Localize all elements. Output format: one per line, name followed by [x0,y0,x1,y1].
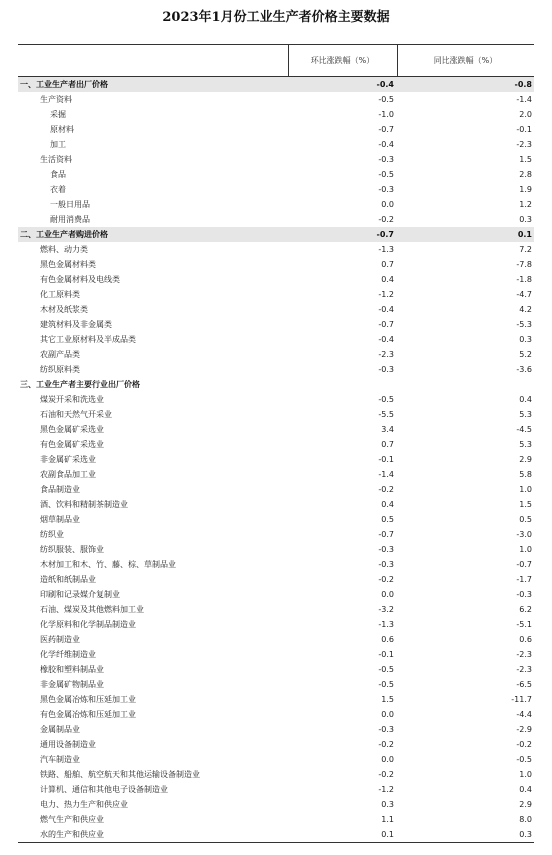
table-header [18,44,534,77]
table-row [18,617,534,632]
table-row [18,302,534,317]
yoy-value: 5.3 [519,440,532,449]
mom-value: 0.6 [381,635,394,644]
table-row [18,737,534,752]
table-row [18,362,534,377]
table-bottom-rule [18,842,534,843]
table-row [18,437,534,452]
yoy-value: 0.3 [519,830,532,839]
yoy-value: 1.5 [519,155,532,164]
table-row [18,587,534,602]
row-label: 医药制造业 [40,635,80,644]
mom-value: -0.4 [378,335,394,344]
yoy-value: -2.9 [516,725,532,734]
row-label: 有色金属矿采选业 [40,440,104,449]
yoy-value: 0.6 [519,635,532,644]
table-row [18,752,534,767]
mom-value: -0.2 [378,485,394,494]
yoy-value: 5.3 [519,410,532,419]
mom-value: -1.3 [378,620,394,629]
table-row [18,242,534,257]
column-header-mom: 环比涨跌幅（%） [310,56,375,65]
table-row [18,332,534,347]
row-label: 通用设备制造业 [40,740,96,749]
row-label: 黑色金属矿采选业 [40,425,104,434]
table-row [18,647,534,662]
mom-value: -3.2 [378,605,394,614]
table-row [18,767,534,782]
mom-value: -0.2 [378,740,394,749]
row-label: 化工原料类 [40,290,80,299]
yoy-value: -1.7 [516,575,532,584]
table-row [18,602,534,617]
yoy-value: -11.7 [511,695,532,704]
yoy-value: -0.7 [516,560,532,569]
row-label: 水的生产和供应业 [40,830,104,839]
table-row [18,782,534,797]
yoy-value: 0.5 [519,515,532,524]
mom-value: -0.1 [378,455,394,464]
row-label: 非金属矿采选业 [40,455,96,464]
mom-value: -1.4 [378,470,394,479]
row-label: 燃料、动力类 [40,245,88,254]
yoy-value: -5.1 [516,620,532,629]
table-row [18,512,534,527]
yoy-value: 1.0 [519,485,532,494]
table-row [18,572,534,587]
mom-value: -0.7 [378,125,394,134]
table-row [18,392,534,407]
mom-value: 0.4 [381,275,394,284]
yoy-value: -0.8 [514,80,532,89]
yoy-value: -3.0 [516,530,532,539]
mom-value: -0.3 [378,725,394,734]
yoy-value: 5.2 [519,350,532,359]
yoy-value: -3.6 [516,365,532,374]
row-label: 纺织服装、服饰业 [40,545,104,554]
table-row [18,272,534,287]
row-label: 电力、热力生产和供应业 [40,800,128,809]
row-label: 印刷和记录媒介复制业 [40,590,120,599]
yoy-value: -2.3 [516,650,532,659]
row-label: 化学原料和化学制品制造业 [40,620,136,629]
page-title: 2023年1月份工业生产者价格主要数据 [162,10,390,25]
yoy-value: 1.2 [519,200,532,209]
yoy-value: 0.3 [519,215,532,224]
yoy-value: 6.2 [519,605,532,614]
mom-value: -0.7 [376,230,394,239]
mom-value: 0.3 [381,800,394,809]
row-label: 建筑材料及非金属类 [40,320,112,329]
mom-value: 0.5 [381,515,394,524]
yoy-value: 2.0 [519,110,532,119]
yoy-value: 7.2 [519,245,532,254]
row-label: 三、工业生产者主要行业出厂价格 [20,380,140,389]
row-label: 化学纤维制造业 [40,650,96,659]
mom-value: -0.5 [378,395,394,404]
yoy-value: -1.8 [516,275,532,284]
mom-value: -0.3 [378,365,394,374]
table-row [18,287,534,302]
mom-value: 0.4 [381,500,394,509]
yoy-value: 2.9 [519,455,532,464]
table-row [18,497,534,512]
mom-value: -0.2 [378,575,394,584]
table-row [18,167,534,182]
mom-value: -0.3 [378,545,394,554]
mom-value: 0.0 [381,590,394,599]
row-label: 黑色金属材料类 [40,260,96,269]
mom-value: -1.0 [378,110,394,119]
table-row [18,692,534,707]
mom-value: -2.3 [378,350,394,359]
yoy-value: 1.9 [519,185,532,194]
mom-value: -0.1 [378,650,394,659]
row-label: 计算机、通信和其他电子设备制造业 [40,785,168,794]
yoy-value: -0.2 [516,740,532,749]
yoy-value: 2.8 [519,170,532,179]
row-label: 烟草制品业 [40,515,80,524]
row-label: 加工 [50,140,66,149]
yoy-value: -0.5 [516,755,532,764]
yoy-value: -0.3 [516,590,532,599]
table-row [18,482,534,497]
row-label: 汽车制造业 [40,755,80,764]
table-row [18,227,534,242]
mom-value: 0.0 [381,200,394,209]
row-label: 采掘 [50,110,66,119]
row-label: 二、工业生产者购进价格 [20,230,108,239]
mom-value: -1.2 [378,785,394,794]
mom-value: -0.4 [376,80,394,89]
table-row [18,137,534,152]
table-row [18,527,534,542]
mom-value: -0.5 [378,665,394,674]
mom-value: -0.4 [378,140,394,149]
table-row [18,422,534,437]
row-label: 造纸和纸制品业 [40,575,96,584]
row-label: 非金属矿物制品业 [40,680,104,689]
row-label: 耐用消费品 [50,215,90,224]
yoy-value: 4.2 [519,305,532,314]
row-label: 铁路、船舶、航空航天和其他运输设备制造业 [40,770,200,779]
yoy-value: -4.5 [516,425,532,434]
table-row [18,557,534,572]
mom-value: -0.2 [378,770,394,779]
table-row [18,662,534,677]
table-row [18,152,534,167]
table-row [18,632,534,647]
yoy-value: -7.8 [516,260,532,269]
table-row [18,92,534,107]
yoy-value: 2.9 [519,800,532,809]
mom-value: 1.1 [381,815,394,824]
row-label: 燃气生产和供应业 [40,815,104,824]
mom-value: -0.3 [378,560,394,569]
table-row [18,812,534,827]
row-label: 黑色金属冶炼和压延加工业 [40,695,136,704]
row-label: 生活资料 [40,155,72,164]
table-row [18,467,534,482]
table-row [18,182,534,197]
row-label: 石油和天然气开采业 [40,410,112,419]
mom-value: -0.4 [378,305,394,314]
row-label: 有色金属冶炼和压延加工业 [40,710,136,719]
row-label: 有色金属材料及电线类 [40,275,120,284]
table-row [18,257,534,272]
mom-value: -5.5 [378,410,394,419]
table-row [18,677,534,692]
yoy-value: 1.0 [519,545,532,554]
table-row [18,107,534,122]
row-label: 橡胶和塑料制品业 [40,665,104,674]
yoy-value: 0.3 [519,335,532,344]
table-row [18,707,534,722]
mom-value: 0.1 [381,830,394,839]
table-row [18,347,534,362]
mom-value: -1.2 [378,290,394,299]
table-row [18,77,534,92]
table-row [18,722,534,737]
yoy-value: -4.7 [516,290,532,299]
mom-value: 0.0 [381,710,394,719]
table-row [18,407,534,422]
yoy-value: 1.0 [519,770,532,779]
row-label: 生产资料 [40,95,72,104]
mom-value: -0.3 [378,185,394,194]
yoy-value: -0.1 [516,125,532,134]
mom-value: 0.0 [381,755,394,764]
yoy-value: -6.5 [516,680,532,689]
mom-value: -0.2 [378,215,394,224]
row-label: 木材加工和木、竹、藤、棕、草制品业 [40,560,176,569]
row-label: 一般日用品 [50,200,90,209]
mom-value: -0.5 [378,170,394,179]
row-label: 纺织业 [40,530,64,539]
yoy-value: 0.4 [519,395,532,404]
mom-value: -0.5 [378,95,394,104]
yoy-value: -1.4 [516,95,532,104]
row-label: 纺织原料类 [40,365,80,374]
row-label: 食品 [50,170,66,179]
yoy-value: 8.0 [519,815,532,824]
table-body [18,77,534,842]
row-label: 原材料 [50,125,74,134]
yoy-value: -2.3 [516,140,532,149]
table-row [18,542,534,557]
row-label: 食品制造业 [40,485,80,494]
mom-value: -0.7 [378,530,394,539]
table-row [18,797,534,812]
column-header-yoy: 同比涨跌幅（%） [433,56,498,65]
row-label: 一、工业生产者出厂价格 [20,80,108,89]
mom-value: -1.3 [378,245,394,254]
mom-value: -0.3 [378,155,394,164]
table-row [18,827,534,842]
table-row [18,212,534,227]
row-label: 农副食品加工业 [40,470,96,479]
yoy-value: -4.4 [516,710,532,719]
table-row [18,317,534,332]
row-label: 煤炭开采和洗选业 [40,395,104,404]
mom-value: 0.7 [381,440,394,449]
yoy-value: 0.4 [519,785,532,794]
row-label: 木材及纸浆类 [40,305,88,314]
table-row [18,377,534,392]
table-row [18,122,534,137]
row-label: 酒、饮料和精制茶制造业 [40,500,128,509]
mom-value: -0.5 [378,680,394,689]
mom-value: 0.7 [381,260,394,269]
row-label: 农副产品类 [40,350,80,359]
yoy-value: 0.1 [517,230,532,239]
row-label: 其它工业原材料及半成品类 [40,335,136,344]
yoy-value: 5.8 [519,470,532,479]
price-data-table [18,44,534,842]
row-label: 石油、煤炭及其他燃料加工业 [40,605,144,614]
table-row [18,452,534,467]
table-row [18,197,534,212]
yoy-value: 1.5 [519,500,532,509]
mom-value: -0.7 [378,320,394,329]
mom-value: 1.5 [381,695,394,704]
yoy-value: -2.3 [516,665,532,674]
row-label: 衣着 [50,185,66,194]
mom-value: 3.4 [381,425,394,434]
row-label: 金属制品业 [40,725,80,734]
yoy-value: -5.3 [516,320,532,329]
